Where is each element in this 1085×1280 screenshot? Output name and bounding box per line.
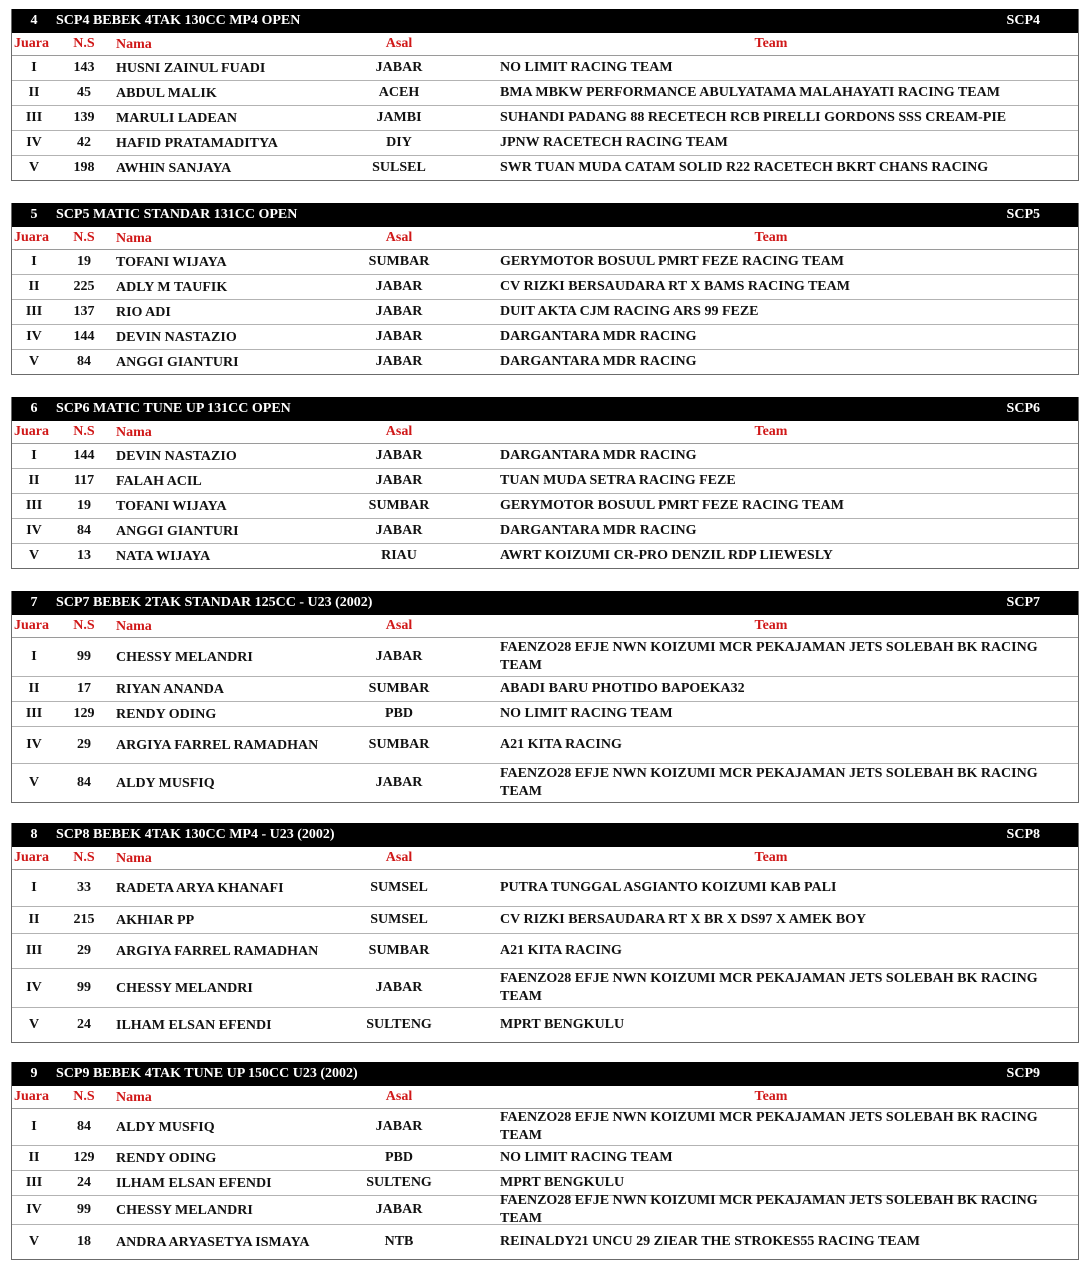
asal-cell: JABAR	[375, 1119, 423, 1134]
ns-cell: 225	[73, 279, 95, 294]
col-team-header: Team	[754, 424, 788, 439]
asal-cell: JABAR	[375, 354, 423, 369]
juara-cell: II	[28, 681, 40, 696]
ns-cell: 33	[77, 880, 91, 895]
col-juara-header: Juara	[14, 36, 49, 51]
team-cell: SUHANDI PADANG 88 RECETECH RCB PIRELLI GORDONS SSS CREAM-PIE	[500, 110, 1007, 125]
section-number: 8	[30, 827, 38, 842]
nama-cell: CHESSY MELANDRI	[116, 980, 253, 996]
juara-cell: V	[28, 160, 40, 175]
race-section	[11, 823, 1079, 1043]
asal-cell: PBD	[385, 706, 413, 721]
asal-cell: JABAR	[375, 775, 423, 790]
juara-cell: III	[25, 1175, 43, 1190]
ns-cell: 42	[77, 135, 91, 150]
juara-cell: V	[28, 775, 40, 790]
nama-cell: NATA WIJAYA	[116, 548, 211, 564]
nama-cell: AWHIN SANJAYA	[116, 160, 232, 176]
nama-cell: MARULI LADEAN	[116, 110, 237, 126]
ns-cell: 17	[77, 681, 91, 696]
col-juara-header: Juara	[14, 618, 49, 633]
ns-cell: 18	[77, 1234, 91, 1249]
juara-cell: III	[25, 498, 43, 513]
nama-cell: ALDY MUSFIQ	[116, 775, 215, 791]
team-cell: DUIT AKTA CJM RACING ARS 99 FEZE	[500, 304, 759, 319]
section-code: SCP8	[1006, 827, 1040, 842]
team-cell: A21 KITA RACING	[500, 943, 622, 958]
nama-cell: TOFANI WIJAYA	[116, 254, 227, 270]
nama-cell: RADETA ARYA KHANAFI	[116, 880, 284, 896]
table-row	[12, 969, 1078, 1008]
ns-cell: 215	[73, 912, 95, 927]
ns-cell: 129	[73, 1150, 95, 1165]
ns-cell: 139	[73, 110, 95, 125]
asal-cell: DIY	[386, 135, 412, 150]
ns-cell: 99	[77, 980, 91, 995]
juara-cell: I	[31, 60, 37, 75]
section-code: SCP6	[1006, 401, 1040, 416]
col-asal-header: Asal	[385, 618, 413, 633]
col-ns-header: N.S	[73, 424, 95, 439]
asal-cell: SUMBAR	[368, 737, 430, 752]
team-cell: NO LIMIT RACING TEAM	[500, 706, 673, 721]
nama-cell: RENDY ODING	[116, 706, 217, 722]
nama-cell: ALDY MUSFIQ	[116, 1119, 215, 1135]
asal-cell: JABAR	[375, 980, 423, 995]
ns-cell: 117	[73, 473, 95, 488]
team-cell: NO LIMIT RACING TEAM	[500, 1150, 673, 1165]
col-nama-header: Nama	[116, 1089, 152, 1105]
table-row	[12, 156, 1078, 180]
team-cell: FAENZO28 EFJE NWN KOIZUMI MCR PEKAJAMAN JETS SOLEBAH BK RACING TEAM	[500, 1110, 1038, 1143]
juara-cell: II	[28, 85, 40, 100]
nama-cell: DEVIN NASTAZIO	[116, 329, 237, 345]
ns-cell: 19	[77, 254, 91, 269]
asal-cell: JABAR	[375, 649, 423, 664]
team-cell: CV RIZKI BERSAUDARA RT X BAMS RACING TEAM	[500, 279, 850, 294]
team-cell: DARGANTARA MDR RACING	[500, 329, 697, 344]
race-section	[11, 397, 1079, 569]
col-ns-header: N.S	[73, 850, 95, 865]
col-ns-header: N.S	[73, 1089, 95, 1104]
section-number: 6	[30, 401, 38, 416]
table-row	[12, 56, 1078, 81]
ns-cell: 144	[73, 448, 95, 463]
nama-cell: CHESSY MELANDRI	[116, 1202, 253, 1218]
section-header	[12, 591, 1078, 615]
ns-cell: 198	[73, 160, 95, 175]
race-section	[11, 9, 1079, 181]
table-row	[12, 638, 1078, 677]
nama-cell: DEVIN NASTAZIO	[116, 448, 237, 464]
nama-cell: ARGIYA FARREL RAMADHAN	[116, 943, 319, 959]
section-number: 4	[30, 13, 38, 28]
juara-cell: I	[31, 254, 37, 269]
table-row	[12, 702, 1078, 727]
ns-cell: 137	[73, 304, 95, 319]
section-number: 9	[30, 1066, 38, 1081]
ns-cell: 84	[77, 523, 91, 538]
team-cell: GERYMOTOR BOSUUL PMRT FEZE RACING TEAM	[500, 254, 845, 269]
nama-cell: HUSNI ZAINUL FUADI	[116, 60, 266, 76]
col-team-header: Team	[754, 36, 788, 51]
table-row	[12, 106, 1078, 131]
nama-cell: AKHIAR PP	[116, 912, 195, 928]
asal-cell: SUMBAR	[368, 681, 430, 696]
asal-cell: JABAR	[375, 448, 423, 463]
juara-cell: IV	[26, 135, 42, 150]
table-row	[12, 300, 1078, 325]
asal-cell: ACEH	[378, 85, 420, 100]
juara-cell: IV	[26, 329, 42, 344]
table-row	[12, 764, 1078, 802]
nama-cell: RIO ADI	[116, 304, 171, 320]
section-code: SCP4	[1006, 13, 1040, 28]
col-ns-header: N.S	[73, 230, 95, 245]
table-row	[12, 81, 1078, 106]
table-row	[12, 544, 1078, 568]
table-row	[12, 677, 1078, 702]
table-row	[12, 1225, 1078, 1259]
ns-cell: 24	[77, 1175, 91, 1190]
section-title: SCP7 BEBEK 2TAK STANDAR 125CC - U23 (2002)	[56, 595, 373, 610]
juara-cell: III	[25, 943, 43, 958]
nama-cell: ADLY M TAUFIK	[116, 279, 228, 295]
asal-cell: JABAR	[375, 304, 423, 319]
nama-cell: HAFID PRATAMADITYA	[116, 135, 278, 151]
juara-cell: III	[25, 304, 43, 319]
nama-cell: ABDUL MALIK	[116, 85, 217, 101]
column-header-row	[12, 615, 1078, 638]
ns-cell: 84	[77, 775, 91, 790]
asal-cell: JABAR	[375, 1202, 423, 1217]
section-header	[12, 1062, 1078, 1086]
column-header-row	[12, 1086, 1078, 1109]
table-row	[12, 325, 1078, 350]
ns-cell: 19	[77, 498, 91, 513]
section-title: SCP5 MATIC STANDAR 131CC OPEN	[56, 207, 298, 222]
nama-cell: TOFANI WIJAYA	[116, 498, 227, 514]
juara-cell: II	[28, 473, 40, 488]
team-cell: FAENZO28 EFJE NWN KOIZUMI MCR PEKAJAMAN JETS SOLEBAH BK RACING TEAM	[500, 971, 1038, 1004]
section-title: SCP4 BEBEK 4TAK 130CC MP4 OPEN	[56, 13, 301, 28]
team-cell: GERYMOTOR BOSUUL PMRT FEZE RACING TEAM	[500, 498, 845, 513]
nama-cell: FALAH ACIL	[116, 473, 202, 489]
col-juara-header: Juara	[14, 230, 49, 245]
ns-cell: 99	[77, 1202, 91, 1217]
nama-cell: ANDRA ARYASETYA ISMAYA	[116, 1234, 310, 1250]
asal-cell: RIAU	[381, 548, 417, 563]
race-section	[11, 203, 1079, 375]
asal-cell: JABAR	[375, 523, 423, 538]
col-asal-header: Asal	[385, 424, 413, 439]
column-header-row	[12, 227, 1078, 250]
team-cell: DARGANTARA MDR RACING	[500, 448, 697, 463]
column-header-row	[12, 847, 1078, 870]
team-cell: FAENZO28 EFJE NWN KOIZUMI MCR PEKAJAMAN JETS SOLEBAH BK RACING TEAM	[500, 766, 1038, 799]
ns-cell: 84	[77, 1119, 91, 1134]
asal-cell: PBD	[385, 1150, 413, 1165]
section-title: SCP8 BEBEK 4TAK 130CC MP4 - U23 (2002)	[56, 827, 335, 842]
ns-cell: 45	[77, 85, 91, 100]
section-code: SCP7	[1006, 595, 1040, 610]
nama-cell: ARGIYA FARREL RAMADHAN	[116, 737, 319, 753]
section-number: 5	[30, 207, 38, 222]
team-cell: CV RIZKI BERSAUDARA RT X BR X DS97 X AMEK BOY	[500, 912, 867, 927]
asal-cell: SULTENG	[366, 1017, 432, 1032]
juara-cell: III	[25, 110, 43, 125]
asal-cell: SUMBAR	[368, 498, 430, 513]
juara-cell: III	[25, 706, 43, 721]
ns-cell: 24	[77, 1017, 91, 1032]
section-header	[12, 203, 1078, 227]
col-nama-header: Nama	[116, 850, 152, 866]
table-row	[12, 1193, 1078, 1226]
table-row	[12, 350, 1078, 374]
nama-cell: ANGGI GIANTURI	[116, 354, 239, 370]
table-row	[12, 1146, 1078, 1171]
col-juara-header: Juara	[14, 850, 49, 865]
table-row	[12, 444, 1078, 469]
juara-cell: IV	[26, 980, 42, 995]
col-team-header: Team	[754, 618, 788, 633]
ns-cell: 143	[73, 60, 95, 75]
nama-cell: RIYAN ANANDA	[116, 681, 224, 697]
table-row	[12, 275, 1078, 300]
col-asal-header: Asal	[385, 230, 413, 245]
table-row	[12, 131, 1078, 156]
team-cell: ABADI BARU PHOTIDO BAPOEKA32	[500, 681, 745, 696]
team-cell: SWR TUAN MUDA CATAM SOLID R22 RACETECH BKRT CHANS RACING	[500, 160, 989, 175]
col-nama-header: Nama	[116, 230, 152, 246]
asal-cell: SUMSEL	[370, 880, 428, 895]
juara-cell: V	[28, 548, 40, 563]
col-nama-header: Nama	[116, 618, 152, 634]
nama-cell: ILHAM ELSAN EFENDI	[116, 1175, 272, 1191]
table-row	[12, 727, 1078, 764]
table-row	[12, 494, 1078, 519]
col-nama-header: Nama	[116, 424, 152, 440]
asal-cell: SUMSEL	[370, 912, 428, 927]
asal-cell: NTB	[384, 1234, 414, 1249]
juara-cell: I	[31, 880, 37, 895]
col-ns-header: N.S	[73, 36, 95, 51]
column-header-row	[12, 33, 1078, 56]
table-row	[12, 1109, 1078, 1146]
section-header	[12, 823, 1078, 847]
col-ns-header: N.S	[73, 618, 95, 633]
section-code: SCP5	[1006, 207, 1040, 222]
col-team-header: Team	[754, 1089, 788, 1104]
section-title: SCP9 BEBEK 4TAK TUNE UP 150CC U23 (2002)	[56, 1066, 358, 1081]
team-cell: FAENZO28 EFJE NWN KOIZUMI MCR PEKAJAMAN JETS SOLEBAH BK RACING TEAM	[500, 1193, 1038, 1226]
col-juara-header: Juara	[14, 424, 49, 439]
juara-cell: IV	[26, 523, 42, 538]
nama-cell: ILHAM ELSAN EFENDI	[116, 1017, 272, 1033]
asal-cell: JABAR	[375, 279, 423, 294]
juara-cell: V	[28, 1234, 40, 1249]
column-header-row	[12, 421, 1078, 444]
ns-cell: 29	[77, 943, 91, 958]
juara-cell: V	[28, 354, 40, 369]
juara-cell: I	[31, 1119, 37, 1134]
col-nama-header: Nama	[116, 36, 152, 52]
ns-cell: 84	[77, 354, 91, 369]
section-code: SCP9	[1006, 1066, 1040, 1081]
team-cell: MPRT BENGKULU	[500, 1175, 625, 1190]
col-juara-header: Juara	[14, 1089, 49, 1104]
ns-cell: 29	[77, 737, 91, 752]
team-cell: JPNW RACETECH RACING TEAM	[500, 135, 728, 150]
ns-cell: 129	[73, 706, 95, 721]
section-number: 7	[30, 595, 38, 610]
asal-cell: JAMBI	[376, 110, 422, 125]
team-cell: MPRT BENGKULU	[500, 1017, 625, 1032]
nama-cell: CHESSY MELANDRI	[116, 649, 253, 665]
team-cell: TUAN MUDA SETRA RACING FEZE	[500, 473, 736, 488]
col-asal-header: Asal	[385, 850, 413, 865]
asal-cell: SULTENG	[366, 1175, 432, 1190]
team-cell: DARGANTARA MDR RACING	[500, 523, 697, 538]
col-asal-header: Asal	[385, 1089, 413, 1104]
asal-cell: JABAR	[375, 329, 423, 344]
juara-cell: I	[31, 448, 37, 463]
nama-cell: RENDY ODING	[116, 1150, 217, 1166]
juara-cell: II	[28, 912, 40, 927]
table-row	[12, 250, 1078, 275]
section-header	[12, 397, 1078, 421]
juara-cell: IV	[26, 737, 42, 752]
team-cell: A21 KITA RACING	[500, 737, 622, 752]
ns-cell: 99	[77, 649, 91, 664]
table-row	[12, 934, 1078, 969]
team-cell: REINALDY21 UNCU 29 ZIEAR THE STROKES55 RACING TEAM	[500, 1234, 920, 1249]
table-row	[12, 469, 1078, 494]
table-row	[12, 519, 1078, 544]
asal-cell: SUMBAR	[368, 943, 430, 958]
col-asal-header: Asal	[385, 36, 413, 51]
team-cell: FAENZO28 EFJE NWN KOIZUMI MCR PEKAJAMAN JETS SOLEBAH BK RACING TEAM	[500, 640, 1038, 673]
asal-cell: SULSEL	[372, 160, 426, 175]
col-team-header: Team	[754, 230, 788, 245]
asal-cell: JABAR	[375, 473, 423, 488]
team-cell: DARGANTARA MDR RACING	[500, 354, 697, 369]
ns-cell: 13	[77, 548, 91, 563]
team-cell: PUTRA TUNGGAL ASGIANTO KOIZUMI KAB PALI	[500, 880, 837, 895]
juara-cell: I	[31, 649, 37, 664]
race-section	[11, 591, 1079, 803]
juara-cell: IV	[26, 1202, 42, 1217]
juara-cell: V	[28, 1017, 40, 1032]
nama-cell: ANGGI GIANTURI	[116, 523, 239, 539]
asal-cell: SUMBAR	[368, 254, 430, 269]
section-header	[12, 9, 1078, 33]
ns-cell: 144	[73, 329, 95, 344]
race-section	[11, 1062, 1079, 1260]
team-cell: NO LIMIT RACING TEAM	[500, 60, 673, 75]
juara-cell: II	[28, 279, 40, 294]
team-cell: BMA MBKW PERFORMANCE ABULYATAMA MALAHAYATI RACING TEAM	[500, 85, 1000, 100]
col-team-header: Team	[754, 850, 788, 865]
juara-cell: II	[28, 1150, 40, 1165]
table-row	[12, 907, 1078, 934]
section-title: SCP6 MATIC TUNE UP 131CC OPEN	[56, 401, 291, 416]
table-row	[12, 870, 1078, 907]
table-row	[12, 1008, 1078, 1042]
team-cell: AWRT KOIZUMI CR-PRO DENZIL RDP LIEWESLY	[500, 548, 833, 563]
asal-cell: JABAR	[375, 60, 423, 75]
